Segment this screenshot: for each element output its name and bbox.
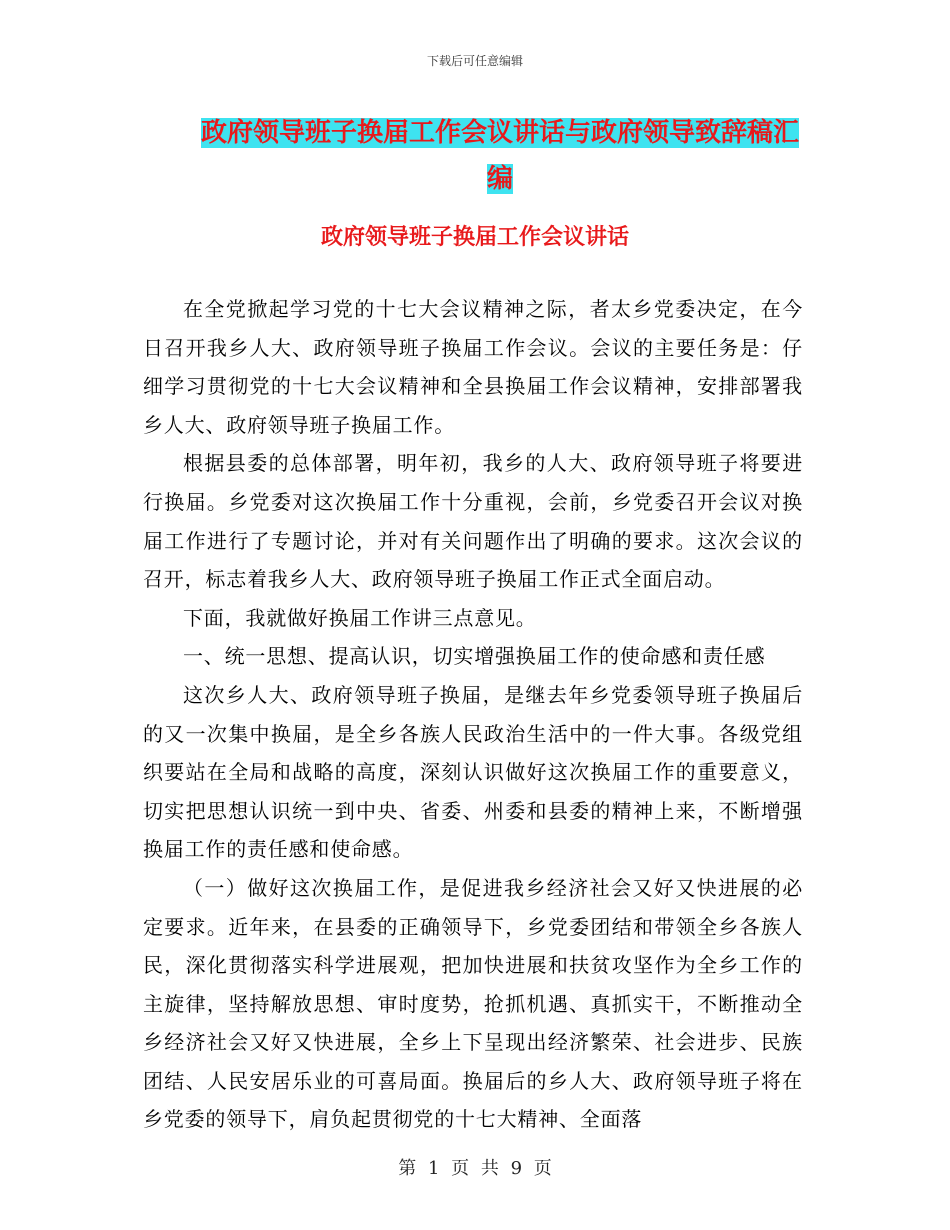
- body-paragraph: 下面，我就做好换届工作讲三点意见。: [183, 605, 537, 630]
- header-note: 下载后可任意编辑: [426, 54, 523, 68]
- body-paragraph: （一）做好这次换届工作，是促进我乡经济社会又好又快进展的必定要求。近年来，在县委的正确领导下，乡党委团结和带领全乡各族人民，深化贯彻落实科学进展观，把加快进展和扶贫攻坚作为全乡工作的主旋律，坚持解放思想、审时度势，抢抓机遇、真抓实干，不断推动全乡经济社会又好又快进展，全乡上下呈现出经济繁荣、社会进步、民族团结、人民安居乐业的可喜局面。换届后的乡人大、政府领导班子将在乡党委的领导下，肩负起贯彻党的十七大精神、全面落: [143, 875, 803, 1132]
- body-paragraph: 在全党掀起学习党的十七大会议精神之际，者太乡党委决定，在今日召开我乡人大、政府领导班子换届工作会议。会议的主要任务是：仔细学习贯彻党的十七大会议精神和全县换届工作会议精神，安排部署我乡人大、政府领导班子换届工作。: [143, 297, 803, 437]
- document-title-line2: 编: [486, 164, 513, 194]
- body-paragraph: 根据县委的总体部署，明年初，我乡的人大、政府领导班子将要进行换届。乡党委对这次换届工作十分重视，会前，乡党委召开会议对换届工作进行了专题讨论，并对有关问题作出了明确的要求。这次会议的召开，标志着我乡人大、政府领导班子换届工作正式全面启动。: [143, 451, 803, 592]
- document-title: [190, 110, 810, 202]
- section-title: 政府领导班子换届工作会议讲话: [320, 224, 629, 250]
- document-title-line1: 政府领导班子换届工作会议讲话与政府领导致辞稿汇: [200, 118, 799, 148]
- document-body: [143, 290, 803, 1139]
- page-number-footer: 第 1 页 共 9 页: [398, 1158, 552, 1179]
- section-heading: 一、统一思想、提高认识，切实增强换届工作的使命感和责任感: [183, 644, 766, 669]
- body-paragraph: 这次乡人大、政府领导班子换届，是继去年乡党委领导班子换届后的又一次集中换届，是全乡各族人民政治生活中的一件大事。各级党组织要站在全局和战略的高度，深刻认识做好这次换届工作的重要意义，切实把思想认识统一到中央、省委、州委和县委的精神上来，不断增强换届工作的责任感和使命感。: [143, 682, 803, 862]
